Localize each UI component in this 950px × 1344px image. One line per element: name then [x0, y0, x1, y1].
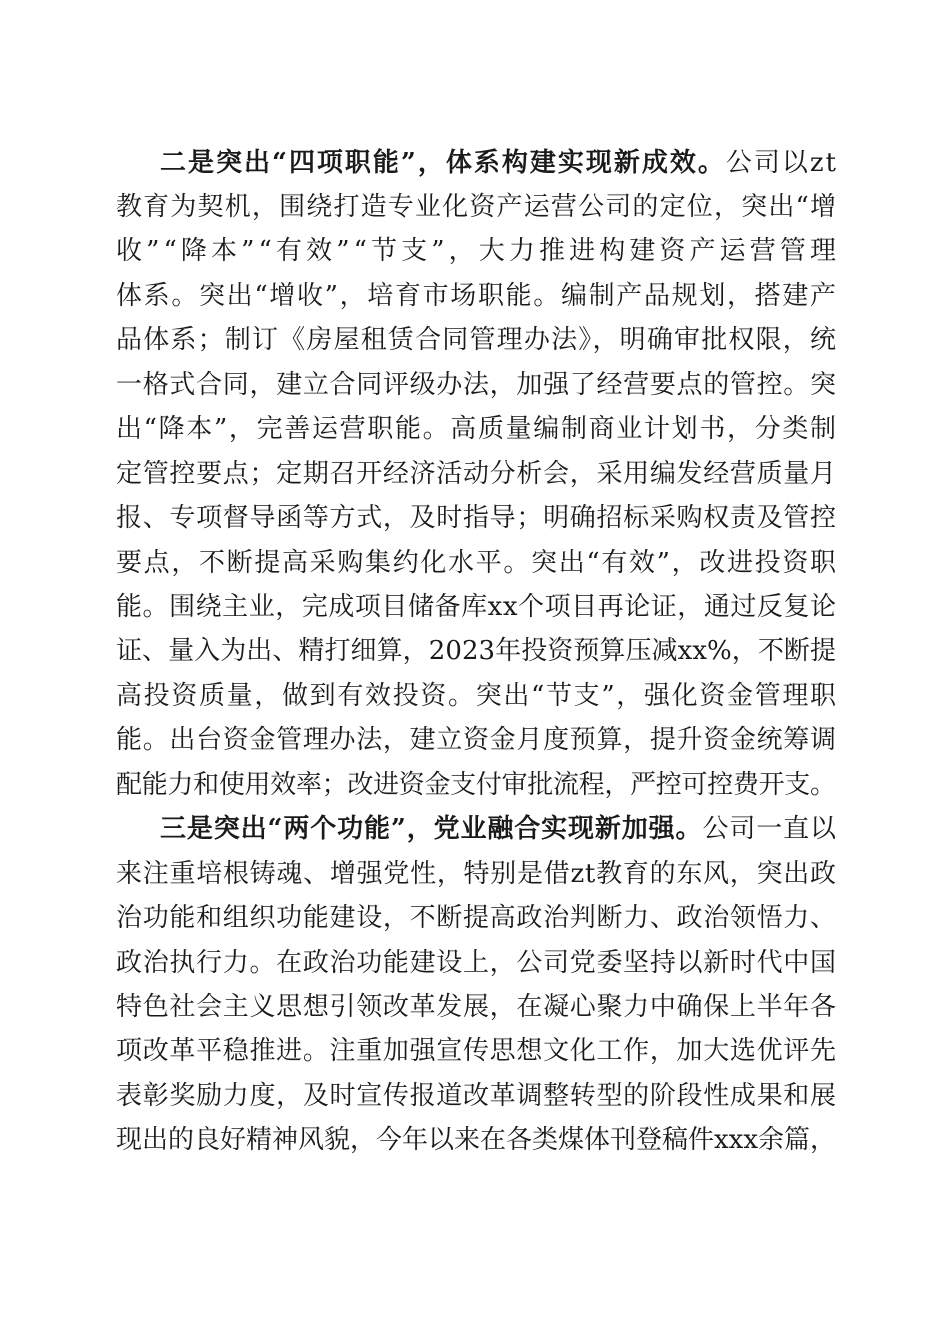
paragraph-2-line-1 [0, 812, 950, 852]
paragraph-2-line-7 [0, 1079, 950, 1119]
paragraph-text: 出“降本”，完善运营职能。高质量编制商业计划书，分类制 [116, 414, 838, 444]
paragraph-1-line-1 [0, 146, 950, 186]
paragraph-text: 一格式合同，建立合同评级办法，加强了经营要点的管控。突 [116, 370, 837, 400]
paragraph-text: 体系。突出“增收”，培育市场职能。编制产品规划，搭建产 [116, 281, 838, 311]
paragraph-2-line-6 [0, 1034, 950, 1074]
paragraph-1-line-9 [0, 501, 950, 541]
paragraph-1-line-13 [0, 679, 950, 719]
paragraph-text: 治功能和组织功能建设，不断提高政治判断力、政治领悟力、 [116, 903, 837, 933]
paragraph-1-line-4 [0, 279, 950, 319]
paragraph-text: 配能力和使用效率；改进资金支付审批流程，严控可控费开支。 [116, 770, 836, 800]
paragraph-heading-text: 二是突出“四项职能”，体系构建实现新成效。 [160, 148, 726, 178]
paragraph-1-line-3 [0, 234, 950, 274]
paragraph-text: 公司以zt [725, 148, 838, 178]
paragraph-text: 公司一直以 [702, 814, 837, 844]
paragraph-2-line-2 [0, 857, 950, 897]
paragraph-1-line-5 [0, 323, 950, 363]
paragraph-text: 能。围绕主业，完成项目储备库xx个项目再论证，通过反复论 [116, 592, 837, 622]
paragraph-2-line-5 [0, 990, 950, 1030]
paragraph-1-line-7 [0, 412, 950, 452]
paragraph-1-line-11 [0, 590, 950, 630]
paragraph-text: 高投资质量，做到有效投资。突出“节支”，强化资金管理职 [116, 681, 838, 711]
paragraph-text: 现出的良好精神风貌，今年以来在各类煤体刊登稿件xxx余篇， [116, 1125, 836, 1155]
paragraph-text: 特色社会主义思想引领改革发展，在凝心聚力中确保上半年各 [116, 992, 837, 1022]
paragraph-text: 品体系；制订《房屋租赁合同管理办法》，明确审批权限，统 [116, 325, 838, 355]
paragraph-text: 收”“降本”“有效”“节支”，大力推进构建资产运营管理 [116, 236, 841, 266]
paragraph-1-line-8 [0, 457, 950, 497]
paragraph-1-line-6 [0, 368, 950, 408]
paragraph-1-line-2 [0, 190, 950, 230]
paragraph-1-line-12 [0, 634, 950, 674]
paragraph-text: 能。出台资金管理办法，建立资金月度预算，提升资金统筹调 [116, 725, 837, 755]
paragraph-text: 来注重培根铸魂、增强党性，特别是借zt教育的东风，突出政 [116, 859, 837, 889]
paragraph-text: 要点，不断提高采购集约化水平。突出“有效”，改进投资职 [116, 548, 838, 578]
paragraph-heading-text: 三是突出“两个功能”，党业融合实现新加强。 [160, 814, 703, 844]
paragraph-text: 证、量入为出、精打细算，2023年投资预算压减xx%，不断提 [116, 636, 837, 666]
paragraph-1-line-14 [0, 723, 950, 763]
paragraph-text: 项改革平稳推进。注重加强宣传思想文化工作，加大选优评先 [116, 1036, 837, 1066]
paragraph-2-line-8 [0, 1123, 950, 1163]
paragraph-2-line-4 [0, 946, 950, 986]
paragraph-1-line-15 [0, 768, 950, 808]
paragraph-text: 表彰奖励力度，及时宣传报道改革调整转型的阶段性成果和展 [116, 1081, 837, 1111]
paragraph-text: 定管控要点；定期召开经济活动分析会，采用编发经营质量月 [116, 459, 837, 489]
paragraph-text: 教育为契机，围绕打造专业化资产运营公司的定位，突出“增 [116, 192, 838, 222]
paragraph-2-line-3 [0, 901, 950, 941]
paragraph-1-line-10 [0, 546, 950, 586]
paragraph-text: 报、专项督导函等方式，及时指导；明确招标采购权责及管控 [116, 503, 837, 533]
paragraph-text: 政治执行力。在政治功能建设上，公司党委坚持以新时代中国 [116, 948, 837, 978]
